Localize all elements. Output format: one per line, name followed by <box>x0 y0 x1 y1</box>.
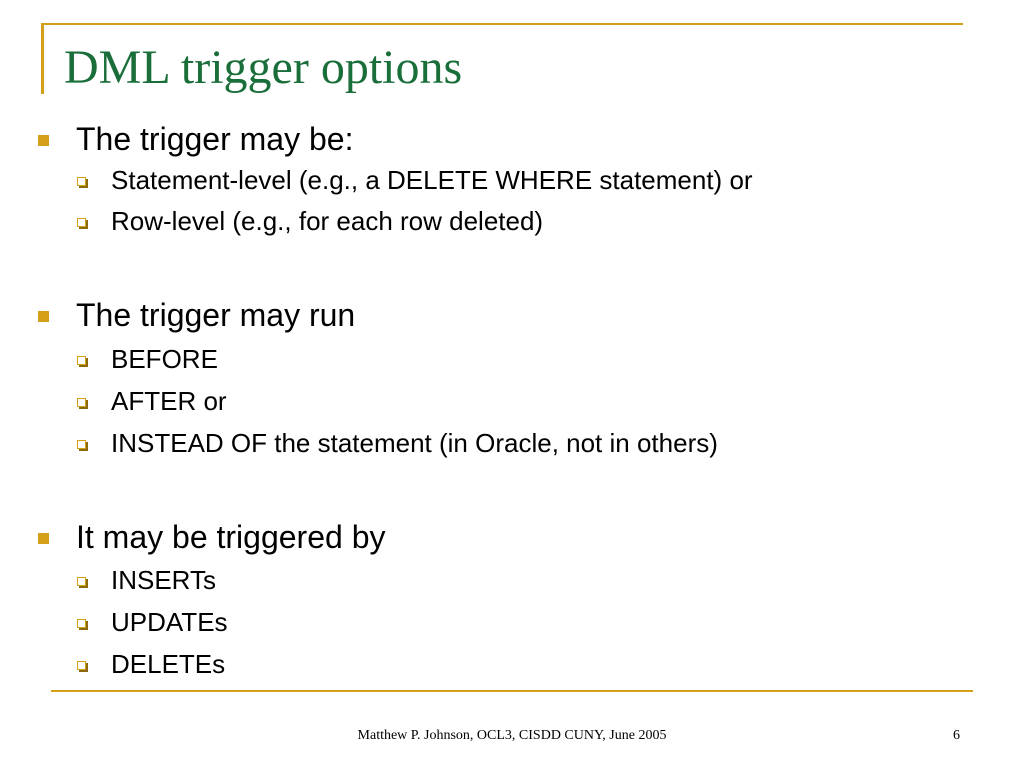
filled-square-bullet-icon <box>38 533 49 544</box>
hollow-square-bullet-icon <box>77 356 86 365</box>
filled-square-bullet-icon <box>38 135 49 146</box>
sub-bullet-text: Row-level (e.g., for each row deleted) <box>111 206 544 236</box>
bullet-heading: The trigger may run <box>76 297 356 333</box>
hollow-square-bullet-icon <box>77 577 86 586</box>
bullet-heading: It may be triggered by <box>76 519 386 555</box>
hollow-square-bullet-icon <box>77 440 86 449</box>
page-number: 6 <box>953 728 960 743</box>
filled-square-bullet-icon <box>38 311 49 322</box>
hollow-square-bullet-icon <box>77 177 86 186</box>
hollow-square-bullet-icon <box>77 218 86 227</box>
hollow-square-bullet-icon <box>77 619 86 628</box>
footer-rule <box>51 690 973 692</box>
sub-bullet-text: INSTEAD OF the statement (in Oracle, not in others) <box>111 428 718 458</box>
sub-bullet-text: INSERTs <box>111 565 216 595</box>
hollow-square-bullet-icon <box>77 661 86 670</box>
bullet-heading: The trigger may be: <box>76 121 354 157</box>
sub-bullet-text: BEFORE <box>111 344 218 374</box>
sub-bullet-text: Statement-level (e.g., a DELETE WHERE statement) or <box>111 165 753 195</box>
sub-bullet-text: UPDATEs <box>111 607 228 637</box>
sub-bullet-text: AFTER or <box>111 386 227 416</box>
hollow-square-bullet-icon <box>77 398 86 407</box>
slide-title: DML trigger options <box>64 41 463 94</box>
footer-text: Matthew P. Johnson, OCL3, CISDD CUNY, June 2005 <box>357 728 667 743</box>
sub-bullet-text: DELETEs <box>111 649 226 679</box>
